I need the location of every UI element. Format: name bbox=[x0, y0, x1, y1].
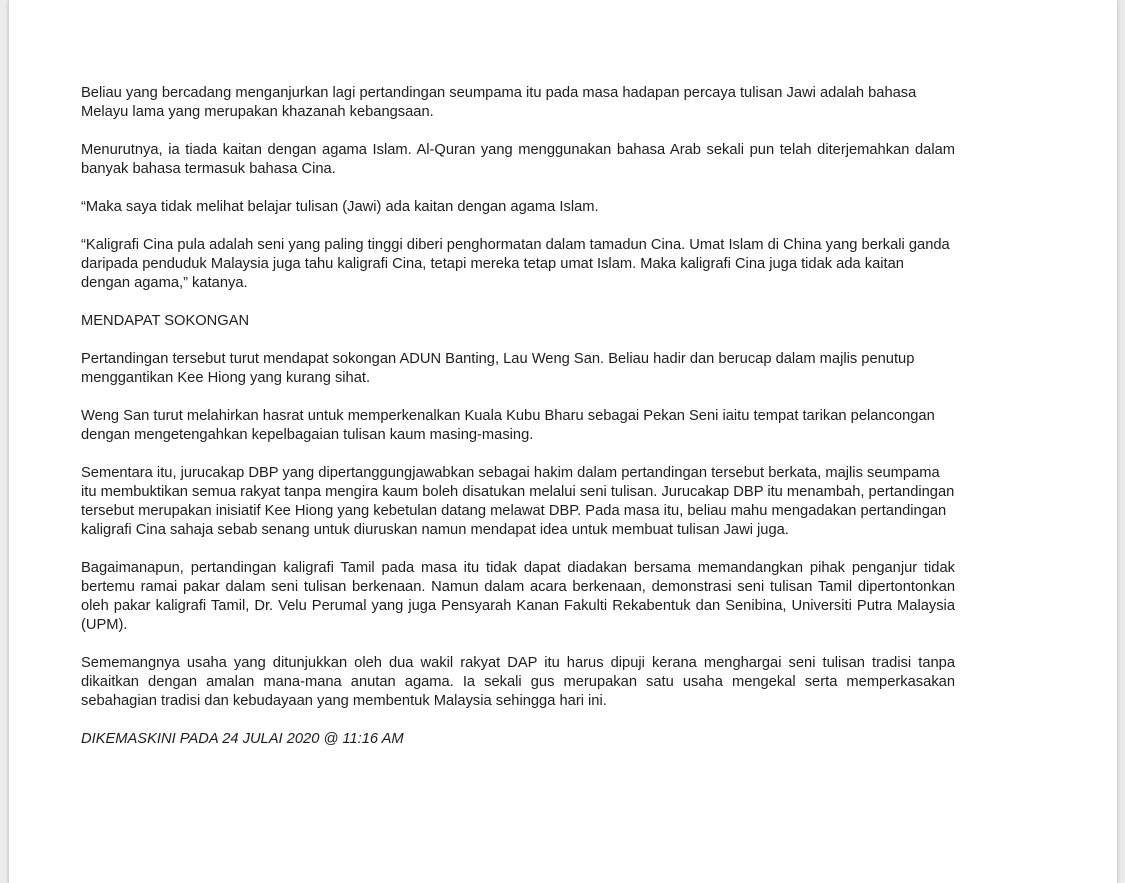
quote-paragraph: “Kaligrafi Cina pula adalah seni yang paling tinggi diberi penghormatan dalam tamadun Cina. Umat Islam di China yang berkali ganda daripada penduduk Malaysia juga tahu kaligrafi Cina, tetapi mereka tetap umat Islam. Maka kaligrafi Cina juga tidak ada kaitan dengan agama,” katanya. bbox=[81, 237, 950, 291]
paragraph: Beliau yang bercadang menganjurkan lagi pertandingan seumpama itu pada masa hadapan percaya tulisan Jawi adalah bahasa Melayu lama yang merupakan khazanah kebangsaan. bbox=[81, 85, 917, 120]
quote-paragraph: “Maka saya tidak melihat belajar tulisan (Jawi) ada kaitan dengan agama Islam. bbox=[81, 199, 599, 215]
document-page bbox=[8, 0, 1118, 883]
updated-timestamp: DIKEMASKINI PADA 24 JULAI 2020 @ 11:16 AM bbox=[81, 731, 404, 747]
paragraph: Sementara itu, jurucakap DBP yang dipertanggungjawabkan sebagai hakim dalam pertandingan tersebut berkata, majlis seumpama itu membuktikan semua rakyat tanpa mengira kaum boleh disatukan melalui seni tulisan. Jurucakap DBP itu menambah, pertandingan tersebut merupakan inisiatif Kee Hiong yang kebetulan datang melawat DBP. Pada masa itu, beliau mahu mengadakan pertandingan kaligrafi Cina sahaja sebab senang untuk diuruskan namun mendapat idea untuk membuat tulisan Jawi juga. bbox=[81, 465, 955, 538]
paragraph: Sememangnya usaha yang ditunjukkan oleh dua wakil rakyat DAP itu harus dipuji kerana menghargai seni tulisan tradisi tanpa dikaitkan dengan amalan mana-mana anutan agama. Ia sekali gus merupakan satu usaha mengekal serta memperkasakan sebahagian tradisi dan kebudayaan yang membentuk Malaysia sehingga hari ini. bbox=[81, 655, 955, 709]
article-body bbox=[81, 84, 955, 749]
section-heading: MENDAPAT SOKONGAN bbox=[81, 313, 250, 329]
paragraph: Bagaimanapun, pertandingan kaligrafi Tamil pada masa itu tidak dapat diadakan bersama memandangkan pihak penganjur tidak bertemu ramai pakar dalam seni tulisan berkenaan. Namun dalam acara berkenaan, demonstrasi seni tulisan Tamil dipertontonkan oleh pakar kaligrafi Tamil, Dr. Velu Perumal yang juga Pensyarah Kanan Fakulti Rekabentuk dan Senibina, Universiti Putra Malaysia (UPM). bbox=[81, 560, 955, 633]
paragraph: Pertandingan tersebut turut mendapat sokongan ADUN Banting, Lau Weng San. Beliau hadir dan berucap dalam majlis penutup menggantikan Kee Hiong yang kurang sihat. bbox=[81, 351, 915, 386]
paragraph: Menurutnya, ia tiada kaitan dengan agama Islam. Al-Quran yang menggunakan bahasa Arab sekali pun telah diterjemahkan dalam banyak bahasa termasuk bahasa Cina. bbox=[81, 142, 955, 177]
paragraph: Weng San turut melahirkan hasrat untuk memperkenalkan Kuala Kubu Bharu sebagai Pekan Seni iaitu tempat tarikan pelancongan dengan mengetengahkan kepelbagaian tulisan kaum masing-masing. bbox=[81, 408, 935, 443]
